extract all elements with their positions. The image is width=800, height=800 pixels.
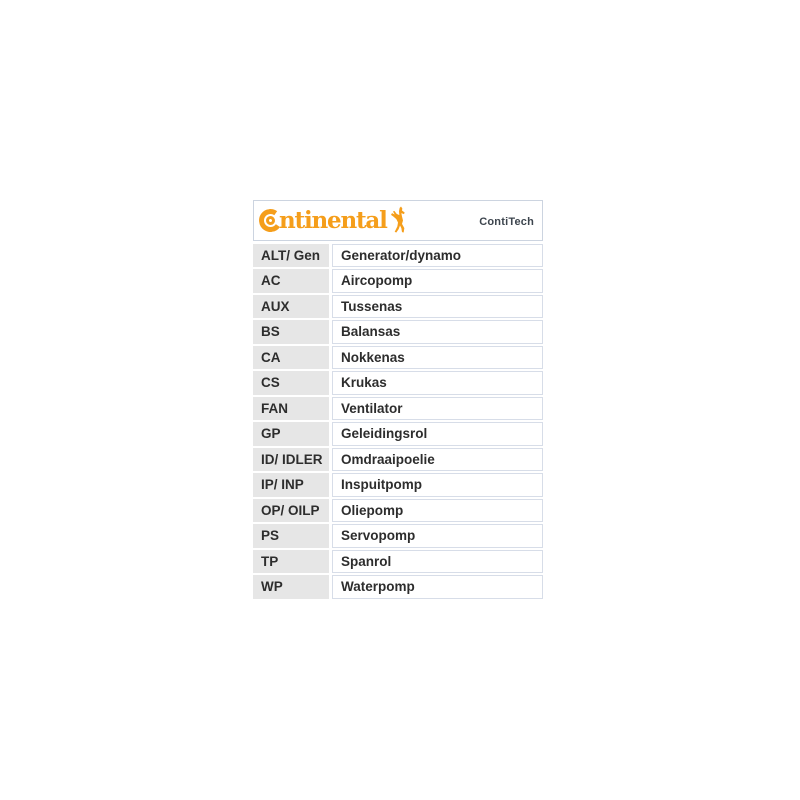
description-cell: Oliepomp bbox=[332, 499, 543, 523]
table-row bbox=[253, 371, 543, 395]
legend-rows bbox=[253, 244, 543, 599]
table-row bbox=[253, 499, 543, 523]
description-cell: Krukas bbox=[332, 371, 543, 395]
table-row bbox=[253, 448, 543, 472]
continental-logo bbox=[259, 206, 410, 235]
description-cell: Servopomp bbox=[332, 524, 543, 548]
abbreviation-cell: PS bbox=[253, 524, 329, 548]
abbreviation-cell: OP/ OILP bbox=[253, 499, 329, 523]
abbreviation-cell: WP bbox=[253, 575, 329, 599]
logo-text: ntinental bbox=[279, 207, 387, 234]
description-cell: Tussenas bbox=[332, 295, 543, 319]
description-cell: Ventilator bbox=[332, 397, 543, 421]
table-row bbox=[253, 422, 543, 446]
abbreviation-cell: CA bbox=[253, 346, 329, 370]
abbreviation-cell: TP bbox=[253, 550, 329, 574]
table-row bbox=[253, 473, 543, 497]
abbreviation-cell: AUX bbox=[253, 295, 329, 319]
abbreviation-cell: AC bbox=[253, 269, 329, 293]
contitech-label: ContiTech bbox=[479, 215, 534, 228]
abbreviation-cell: ID/ IDLER bbox=[253, 448, 329, 472]
table-row bbox=[253, 346, 543, 370]
abbreviation-cell: IP/ INP bbox=[253, 473, 329, 497]
rearing-horse-icon bbox=[390, 206, 410, 233]
description-cell: Aircopomp bbox=[332, 269, 543, 293]
description-cell: Geleidingsrol bbox=[332, 422, 543, 446]
description-cell: Inspuitpomp bbox=[332, 473, 543, 497]
abbreviation-cell: GP bbox=[253, 422, 329, 446]
description-cell: Waterpomp bbox=[332, 575, 543, 599]
logo-o-icon bbox=[265, 215, 275, 225]
abbreviation-cell: BS bbox=[253, 320, 329, 344]
description-cell: Omdraaipoelie bbox=[332, 448, 543, 472]
description-cell: Generator/dynamo bbox=[332, 244, 543, 268]
legend-panel bbox=[253, 200, 543, 599]
table-row bbox=[253, 269, 543, 293]
abbreviation-cell: FAN bbox=[253, 397, 329, 421]
description-cell: Spanrol bbox=[332, 550, 543, 574]
abbreviation-cell: ALT/ Gen bbox=[253, 244, 329, 268]
abbreviation-cell: CS bbox=[253, 371, 329, 395]
table-row bbox=[253, 295, 543, 319]
table-row bbox=[253, 575, 543, 599]
table-row bbox=[253, 320, 543, 344]
brand-header bbox=[253, 200, 543, 241]
table-row bbox=[253, 550, 543, 574]
table-row bbox=[253, 524, 543, 548]
description-cell: Nokkenas bbox=[332, 346, 543, 370]
table-row bbox=[253, 244, 543, 268]
description-cell: Balansas bbox=[332, 320, 543, 344]
table-row bbox=[253, 397, 543, 421]
